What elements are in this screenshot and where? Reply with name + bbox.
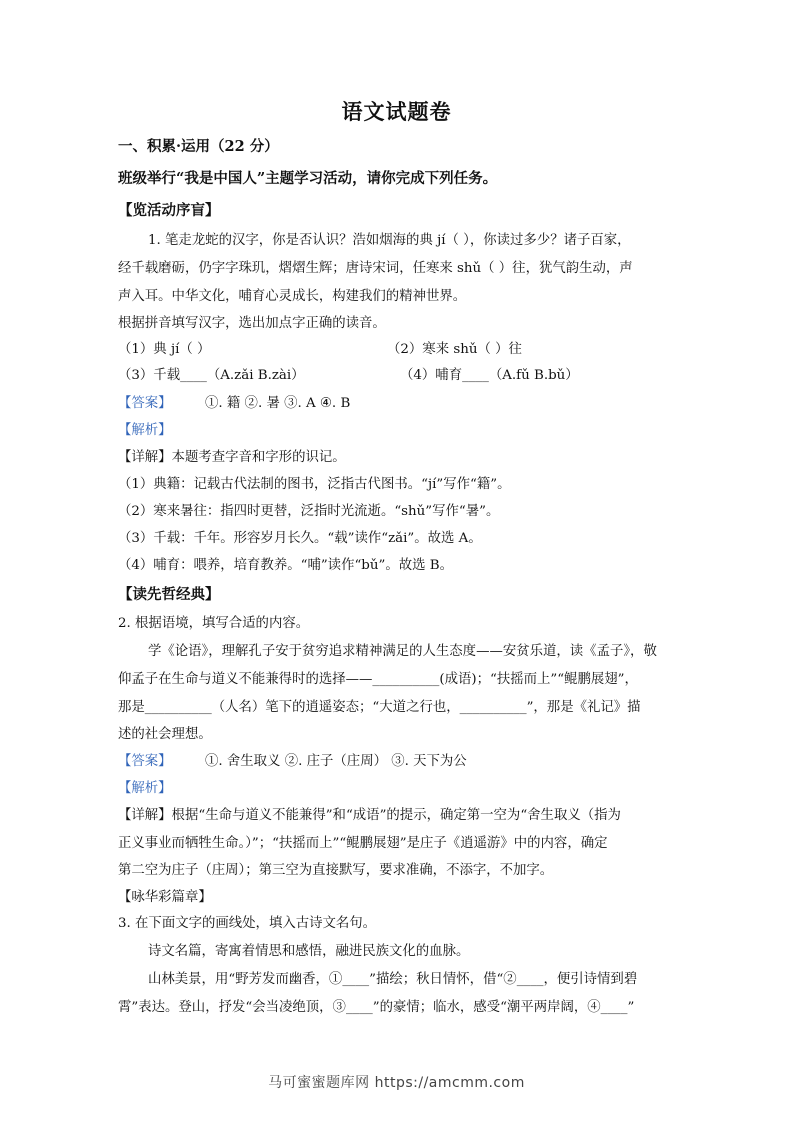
q1-detail-4: （4）哺育：喂养，培育教养。“哺”读作“bǔ”。故选 B。: [118, 558, 454, 573]
q2-analysis-label: 【解析】: [118, 781, 172, 796]
site-footer: 马可蜜蜜题库网 https://amcmm.com: [268, 1075, 525, 1091]
q1-answer-label: 【答案】: [118, 396, 172, 411]
q1-item2: （2）寒来 shǔ（ ）往: [387, 342, 522, 357]
q2-para-line3: 那是__________（人名）笔下的逍遥姿态；“大道之行也，__________”，那是《礼记》描: [118, 700, 641, 715]
q1-item4: （4）哺育____（A.fǔ B.bǔ）: [400, 368, 579, 383]
q1-para-line1: 1. 笔走龙蛇的汉字，你是否认识？浩如烟海的典 jí（ ），你读过多少？诸子百家，: [148, 233, 631, 248]
q2-answer: ①. 舍生取义 ②. 庄子（庄周） ③. 天下为公: [205, 754, 467, 769]
part3-heading: 【咏华彩篇章】: [118, 890, 212, 905]
q1-item3: （3）千载____（A.zǎi B.zài）: [118, 368, 305, 383]
q2-explain-line1: 【详解】根据“生命与道义不能兼得”和“成语”的提示，确定第一空为“舍生取义（指为: [118, 808, 621, 823]
q3-stem: 3. 在下面文字的画线处，填入古诗文名句。: [118, 916, 377, 931]
q1-para-line2: 经千载磨砺，仍字字珠玑，熠熠生辉；唐诗宋词，任寒来 shǔ（ ）往，犹气韵生动，声: [118, 261, 633, 276]
q2-para-line2: 仰孟子在生命与道义不能兼得时的选择——__________(成语)；“扶摇而上”“鲲鹏展翅”，: [118, 672, 638, 687]
q1-item1: （1）典 jí（ ）: [118, 342, 211, 357]
q3-para-line2: 山林美景，用“野芳发而幽香，①____”描绘；秋日情怀，借“②____，便引诗情到碧: [148, 972, 638, 987]
q1-para-line3: 声入耳。中华文化，哺育心灵成长，构建我们的精神世界。: [118, 289, 467, 304]
q1-detail-1: （1）典籍：记载古代法制的图书，泛指古代图书。“jí”写作“籍”。: [118, 477, 511, 492]
part2-heading: 【读先哲经典】: [118, 586, 220, 603]
q2-para-line1: 学《论语》，理解孔子安于贫穷追求精神满足的人生态度——安贫乐道，读《孟子》，敬: [148, 644, 657, 659]
q2-answer-label: 【答案】: [118, 754, 172, 769]
q3-para-line3: 霄”表达。登山，抒发“会当凌绝顶，③____”的豪情；临水，感受“潮平两岸阔，④____”: [118, 1000, 635, 1015]
q2-explain-line2: 正义事业而牺牲生命。）”；“扶摇而上”“鲲鹏展翅”是庄子《逍遥游》中的内容，确定: [118, 836, 608, 851]
section-heading: 一、积累·运用（22 分）: [118, 138, 279, 155]
q3-para-line1: 诗文名篇，寄寓着情思和感悟，融进民族文化的血脉。: [148, 944, 470, 959]
q1-detail-2: （2）寒来暑往：指四时更替，泛指时光流逝。“shǔ”写作“暑”。: [118, 504, 500, 519]
q2-para-line4: 述的社会理想。: [118, 727, 212, 742]
part1-heading: 【览活动序盲】: [118, 202, 220, 219]
activity-intro: 班级举行“我是中国人”主题学习活动，请你完成下列任务。: [118, 170, 498, 187]
q1-detail: 【详解】本题考查字音和字形的识记。: [118, 450, 346, 465]
q1-answer: ①. 籍 ②. 暑 ③. A ④. B: [205, 396, 351, 411]
q1-detail-3: （3）千载：千年。形容岁月长久。“载”读作“zǎi”。故选 A。: [118, 531, 482, 546]
q2-explain-line3: 第二空为庄子（庄周）；第三空为直接默写，要求准确，不添字，不加字。: [118, 863, 554, 878]
q2-stem: 2. 根据语境，填写合适的内容。: [118, 616, 310, 631]
q1-instruction: 根据拼音填写汉字，选出加点字正确的读音。: [118, 316, 386, 331]
page-title: 语文试题卷: [341, 99, 452, 124]
q1-analysis-label: 【解析】: [118, 423, 172, 438]
